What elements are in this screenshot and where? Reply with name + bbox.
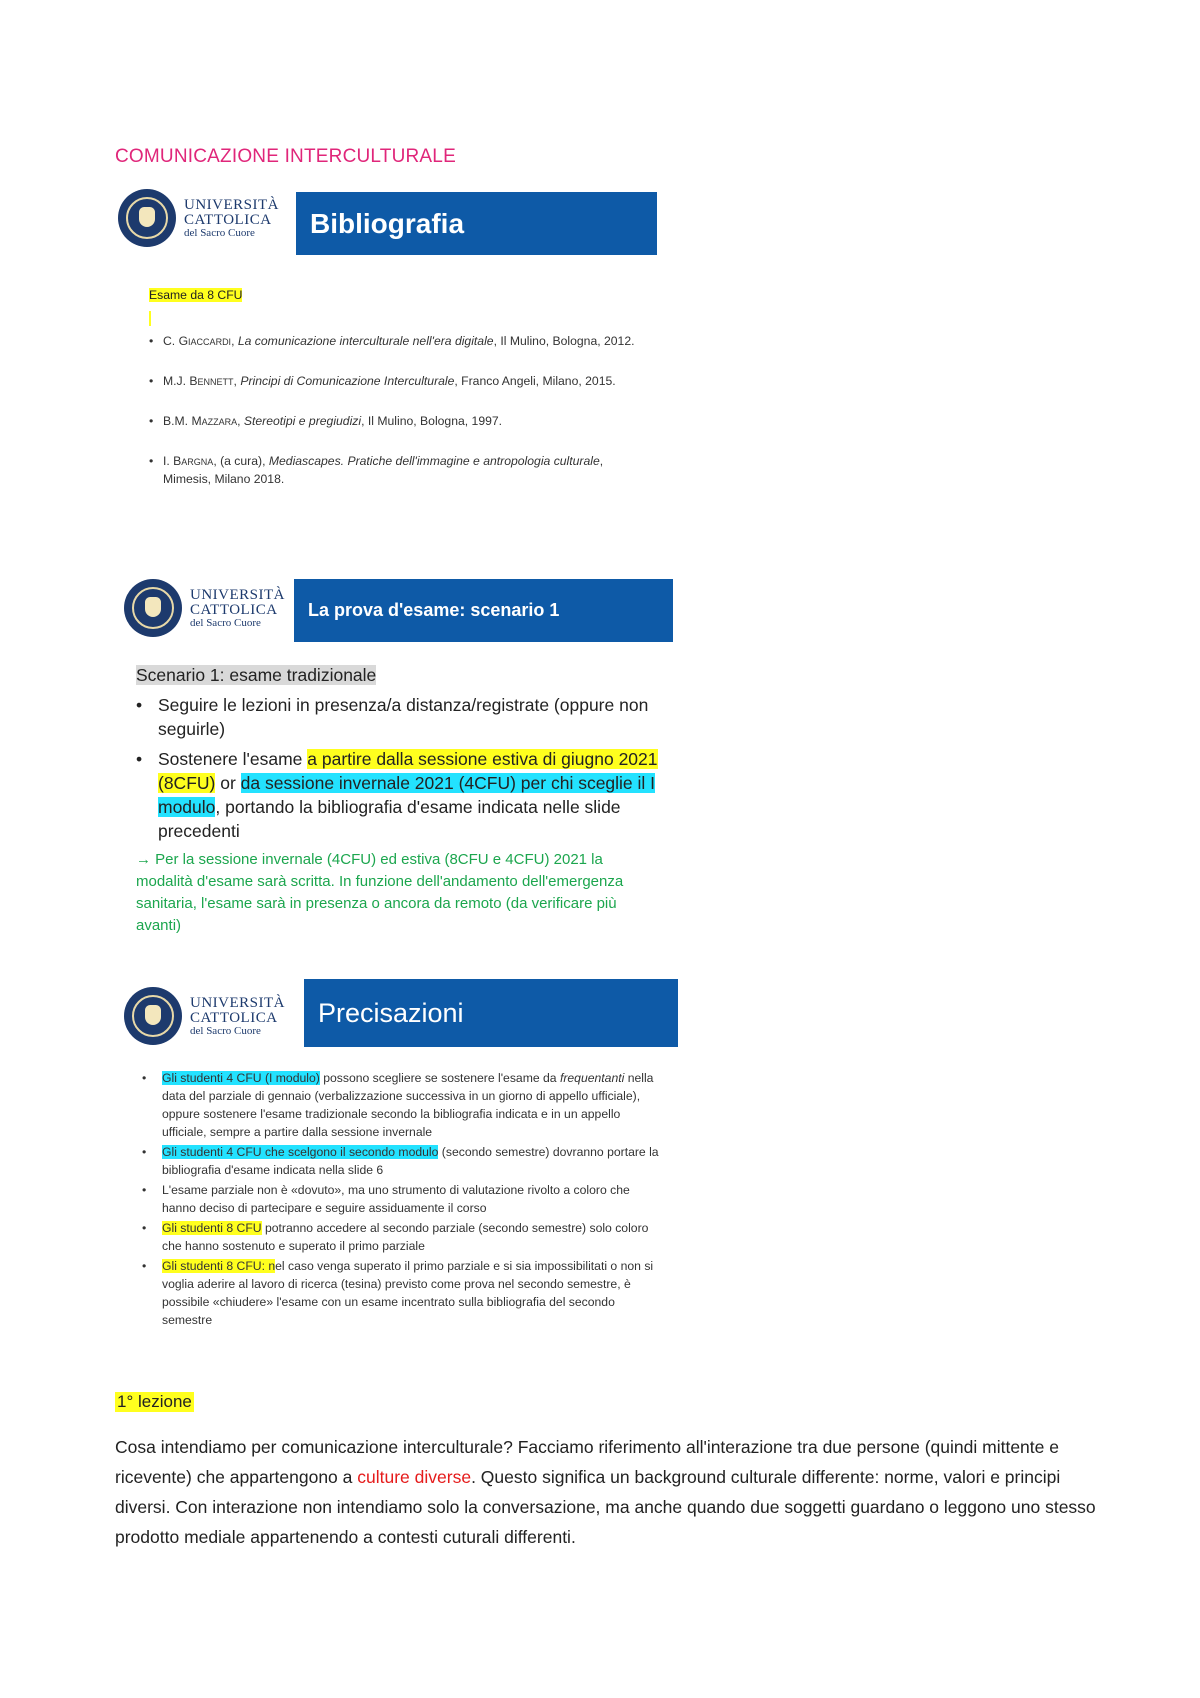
document-title: COMUNICAZIONE INTERCULTURALE xyxy=(115,146,456,167)
lesson-paragraph: Cosa intendiamo per comunicazione interculturale? Facciamo riferimento all'interazione tra due persone (quindi mittente e ricevente) che appartengono a culture diverse. Questo significa un background culturale differente: norme, valori e principi diversi. Con interazione non intendiamo solo la conversazione, ma anche quando due soggetti guardano o leggono uno stesso prodotto mediale appartenendo a contesti cuturali differenti. xyxy=(115,1437,1096,1547)
university-name: UNIVERSITÀ CATTOLICA del Sacro Cuore xyxy=(190,586,285,629)
list-item: • Sostenere l'esame a partire dalla sessione estiva di giugno 2021 (8CFU) or da sessione invernale 2021 (4CFU) per chi sceglie il I modulo, portando la bibliografia d'esame indicata nelle slide precedenti xyxy=(136,747,666,843)
cursor-marker xyxy=(149,311,151,326)
list-item: • C. Giaccardi, La comunicazione interculturale nell'era digitale, Il Mulino, Bologna, 2012. xyxy=(149,332,649,350)
list-item: • Gli studenti 4 CFU che scelgono il secondo modulo (secondo semestre) dovranno portare la bibliografia d'esame indicata nella slide 6 xyxy=(140,1143,660,1179)
list-item: • Seguire le lezioni in presenza/a distanza/registrate (oppure non seguirle) xyxy=(136,693,666,741)
scenario-list xyxy=(136,693,666,843)
university-logo xyxy=(118,189,279,247)
list-item: • L'esame parziale non è «dovuto», ma uno strumento di valutazione rivolto a coloro che hanno deciso di partecipare e seguire assiduamente il corso xyxy=(140,1181,660,1217)
slide-banner: Precisazioni xyxy=(304,979,678,1047)
slide-banner: La prova d'esame: scenario 1 xyxy=(294,579,673,642)
lesson-heading: 1° lezione xyxy=(117,1392,192,1411)
university-seal-icon xyxy=(124,987,182,1045)
list-item: • Gli studenti 4 CFU (I modulo) possono scegliere se sostenere l'esame da frequentanti nella data del parziale di gennaio (verbalizzazione successiva in un giorno di appello ufficiale), oppure sostenere l'esame tradizionale secondo la bibliografia indicata e in un appello ufficiale, sempre a partire dalla sessione invernale xyxy=(140,1069,660,1141)
slide-scenario-1 xyxy=(118,573,673,953)
exam-mode-note: → Per la sessione invernale (4CFU) ed estiva (8CFU e 4CFU) 2021 la modalità d'esame sarà scritta. In funzione dell'andamento dell'emergenza sanitaria, l'esame sarà in presenza o ancora da remoto (da verificare più avanti) xyxy=(136,851,624,934)
list-item: • M.J. Bennett, Principi di Comunicazione Interculturale, Franco Angeli, Milano, 2015. xyxy=(149,372,649,390)
list-item: • B.M. Mazzara, Stereotipi e pregiudizi, Il Mulino, Bologna, 1997. xyxy=(149,412,649,430)
slide-banner: Bibliografia xyxy=(296,192,657,255)
university-logo xyxy=(124,987,285,1045)
university-name: UNIVERSITÀ CATTOLICA del Sacro Cuore xyxy=(184,196,279,239)
list-item: • I. Bargna, (a cura), Mediascapes. Pratiche dell'immagine e antropologia culturale, Mimesis, Milano 2018. xyxy=(149,452,649,488)
exam-label: Esame da 8 CFU xyxy=(149,288,243,302)
university-seal-icon xyxy=(118,189,176,247)
precisazioni-list xyxy=(140,1069,660,1329)
highlighted-term: culture diverse xyxy=(357,1467,472,1487)
scenario-label: Scenario 1: esame tradizionale xyxy=(136,665,377,685)
slide-bibliografia xyxy=(112,183,657,563)
slide-precisazioni xyxy=(118,975,678,1370)
university-seal-icon xyxy=(124,579,182,637)
list-item: • Gli studenti 8 CFU potranno accedere al secondo parziale (secondo semestre) solo coloro che hanno sostenuto e superato il primo parziale xyxy=(140,1219,660,1255)
list-item: • Gli studenti 8 CFU: nel caso venga superato il primo parziale e si sia impossibilitati o non si voglia aderire al lavoro di ricerca (tesina) previsto come prova nel secondo semestre, è possibile «chiudere» l'esame con un esame incentrato sulla bibliografia del secondo semestre xyxy=(140,1257,660,1329)
university-logo xyxy=(124,579,285,637)
university-name: UNIVERSITÀ CATTOLICA del Sacro Cuore xyxy=(190,994,285,1037)
bibliography-list xyxy=(149,332,649,488)
